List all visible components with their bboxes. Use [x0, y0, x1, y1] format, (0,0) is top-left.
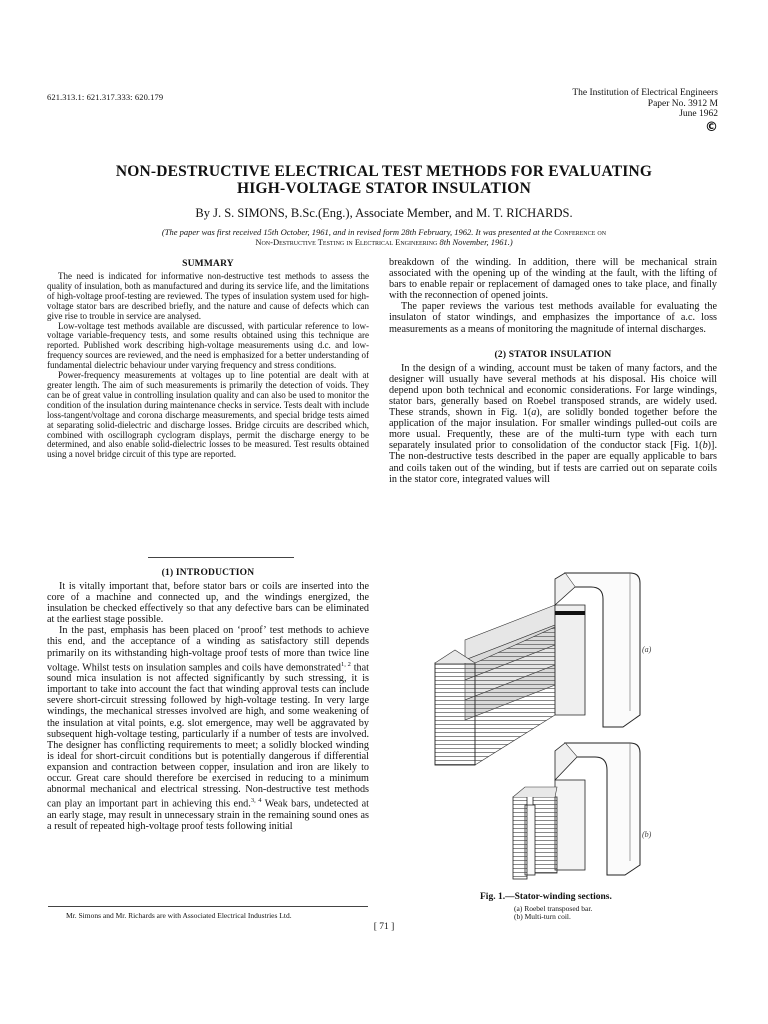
- title-line-1: NON-DESTRUCTIVE ELECTRICAL TEST METHODS FOR EVALUATING: [115, 163, 653, 180]
- figure-caption: Fig. 1.—Stator-winding sections.: [480, 892, 612, 902]
- summary-paragraph: The need is indicated for informative non-destructive test methods to assess the quality of insulation, both as manufactured and during its service life, and the limitations of high-voltage proof-testing are reviewed. The types of insulation system used for high-voltage stator bars are described briefly, and the nature and cause of defects which can give rise to trouble in service are analysed.: [47, 271, 369, 321]
- citation-ref: 1, 2: [340, 660, 351, 668]
- received-text: (The paper was first received 15th October, 1961, and in revised form 28th February, 1962. It was presented at the: [161, 227, 555, 237]
- received-note: [70, 227, 698, 247]
- conference-date: 8th November, 1961.): [437, 237, 513, 247]
- introduction-section: [47, 568, 369, 832]
- figure-label-b: (b): [642, 830, 652, 839]
- section-divider: [148, 557, 294, 558]
- conference-name-2: Non-Destructive Testing in Electrical Engineering: [255, 237, 438, 247]
- summary-paragraph: Low-voltage test methods available are discussed, with particular reference to low-voltage variable-frequency tests, and some results obtained using this technique are reported. Published work describing high-voltage measurements using d.c. and low-frequency sources are reviewed, and the need is emphasized for a better understanding of fundamental dielectric behaviour under varying frequency and stress conditions.: [47, 320, 369, 371]
- right-column: [389, 257, 717, 485]
- stator-winding-figure: [425, 565, 665, 885]
- figure-ref: a: [531, 407, 537, 419]
- paper-title: [0, 163, 768, 197]
- summary-section: [47, 259, 369, 460]
- figure-subcaption-a: (a) Roebel transposed bar.: [514, 904, 593, 913]
- continued-paragraph: breakdown of the winding. In addition, there will be mechanical strain associated with the opening up of the winding at the fault, with the lifting of bars to enable repair or replacement of damaged ones to take place, and finally with the reconnection of opened joints.: [389, 257, 717, 302]
- figure-subcaption-b: (b) Multi-turn coil.: [514, 912, 571, 921]
- multi-turn-coil-drawing: [513, 743, 640, 879]
- page-number: [ 71 ]: [373, 922, 395, 932]
- stator-paragraph: In the design of a winding, account must be taken of many factors, and the designer will usually have several methods at his disposal. His choice will depend upon both technical and economic considerations. For large windings, stator bars, generally based on Roebel transposed strands, are widely used. These strands, shown in Fig. 1(a), are solidly bonded together before the application of the major insulation. For smaller windings pulled-out coils are more usual. Frequently, these are of the multi-turn type with each turn separately insulated prior to consolidation of the conductor stack [Fig. 1(b)]. The non-destructive tests described in the paper are equally applicable to bars and coils taken out of the winding, but if tests are carried out on separate coils in the stator core, integrated values will: [389, 362, 717, 485]
- intro-paragraph: In the past, emphasis has been placed on ‘proof’ test methods to achieve this end, and the acceptance of a winding as satisfactory still depends primarily on its withstanding high-voltage proof tests of more than twice line voltage. Whilst tests on insulation samples and coils have demonstrated$^{1, 2}$ that sound mica insulation is not affected significantly by such stressing, it is important to take into account the fact that winding approval tests can include severe short-circuit stressing followed by high-voltage testing. In very large windings, the mechanical stresses involved are high, and some weakening of the insulation at vital points, e.g. slot emergence, may well be aggravated by subsequent high-voltage testing, particularly if a number of tests are involved. The designer has conflicting requirements to meet; a solidly blocked winding is ideal for short-circuit conditions but is potentially dangerous if differential expansion and contraction between copper, insulation and iron are likely to occur. Great care should therefore be exercised in reducing to a minimum abnormal mechanical and electrical stressing. Non-destructive test methods can play an important part in achieving this end.$^{3, 4}$ Weak bars, undetected at an early stage, may result in unnecessary strain in the remaining sound ones as a result of repeated high-voltage proof tests following initial: [47, 625, 369, 832]
- summary-heading: SUMMARY: [182, 259, 234, 269]
- roebel-bar-drawing: [435, 573, 640, 765]
- institution-name: The Institution of Electrical Engineers: [572, 88, 718, 98]
- publisher-block: [572, 88, 718, 136]
- paper-number: Paper No. 3912 M: [647, 98, 718, 109]
- copyright-symbol: ©: [705, 119, 718, 135]
- publication-date: June 1962: [679, 109, 718, 119]
- summary-paragraph: Power-frequency measurements at voltages up to line potential are dealt with at greater length. The aim of such measurements is primarily the detection of voids. They can be of great value in controlling insulation quality and can also be used to monitor the condition of the insulation during maintenance checks in service. Tests dealt with include loss-tangent/voltage and corona discharge measurements, and special bridge tests aimed at separating solid-dielectric and discharge losses. Bridge circuits are described which, combined with oscillograph cyclogram displays, permit the discharge energy to be determined, and also enable solid-dielectric losses to be measured. Test results obtained using a novel bridge circuit of this type are reported.: [47, 370, 369, 460]
- udc-classification: 621.313.1: 621.317.333: 620.179: [47, 92, 164, 102]
- introduction-heading: (1) INTRODUCTION: [161, 568, 255, 578]
- review-paragraph: The paper reviews the various test methods available for evaluating the insulaton of stator windings, and emphasizes the importance of a.c. loss measurements as a means of monitoring the magnitude of internal discharges.: [389, 301, 717, 335]
- footnote-divider: [48, 906, 368, 907]
- citation-ref: 3, 4: [250, 797, 262, 805]
- author-affiliation-footnote: Mr. Simons and Mr. Richards are with Associated Electrical Industries Ltd.: [66, 911, 292, 920]
- figure-ref: b: [702, 440, 708, 452]
- conference-name-1: Conference on: [554, 227, 607, 237]
- authors: By J. S. SIMONS, B.Sc.(Eng.), Associate Member, and M. T. RICHARDS.: [195, 206, 573, 220]
- title-line-2: HIGH-VOLTAGE STATOR INSULATION: [237, 180, 531, 197]
- intro-paragraph: It is vitally important that, before stator bars or coils are inserted into the core of a machine and connected up, and the windings energized, the insulation be checked effectively so that any defective bars can be eliminated at the earliest stage possible.: [47, 581, 369, 626]
- stator-insulation-heading: (2) STATOR INSULATION: [494, 349, 612, 360]
- figure-label-a: (a): [642, 645, 652, 654]
- figure-subcaptions: [514, 905, 592, 921]
